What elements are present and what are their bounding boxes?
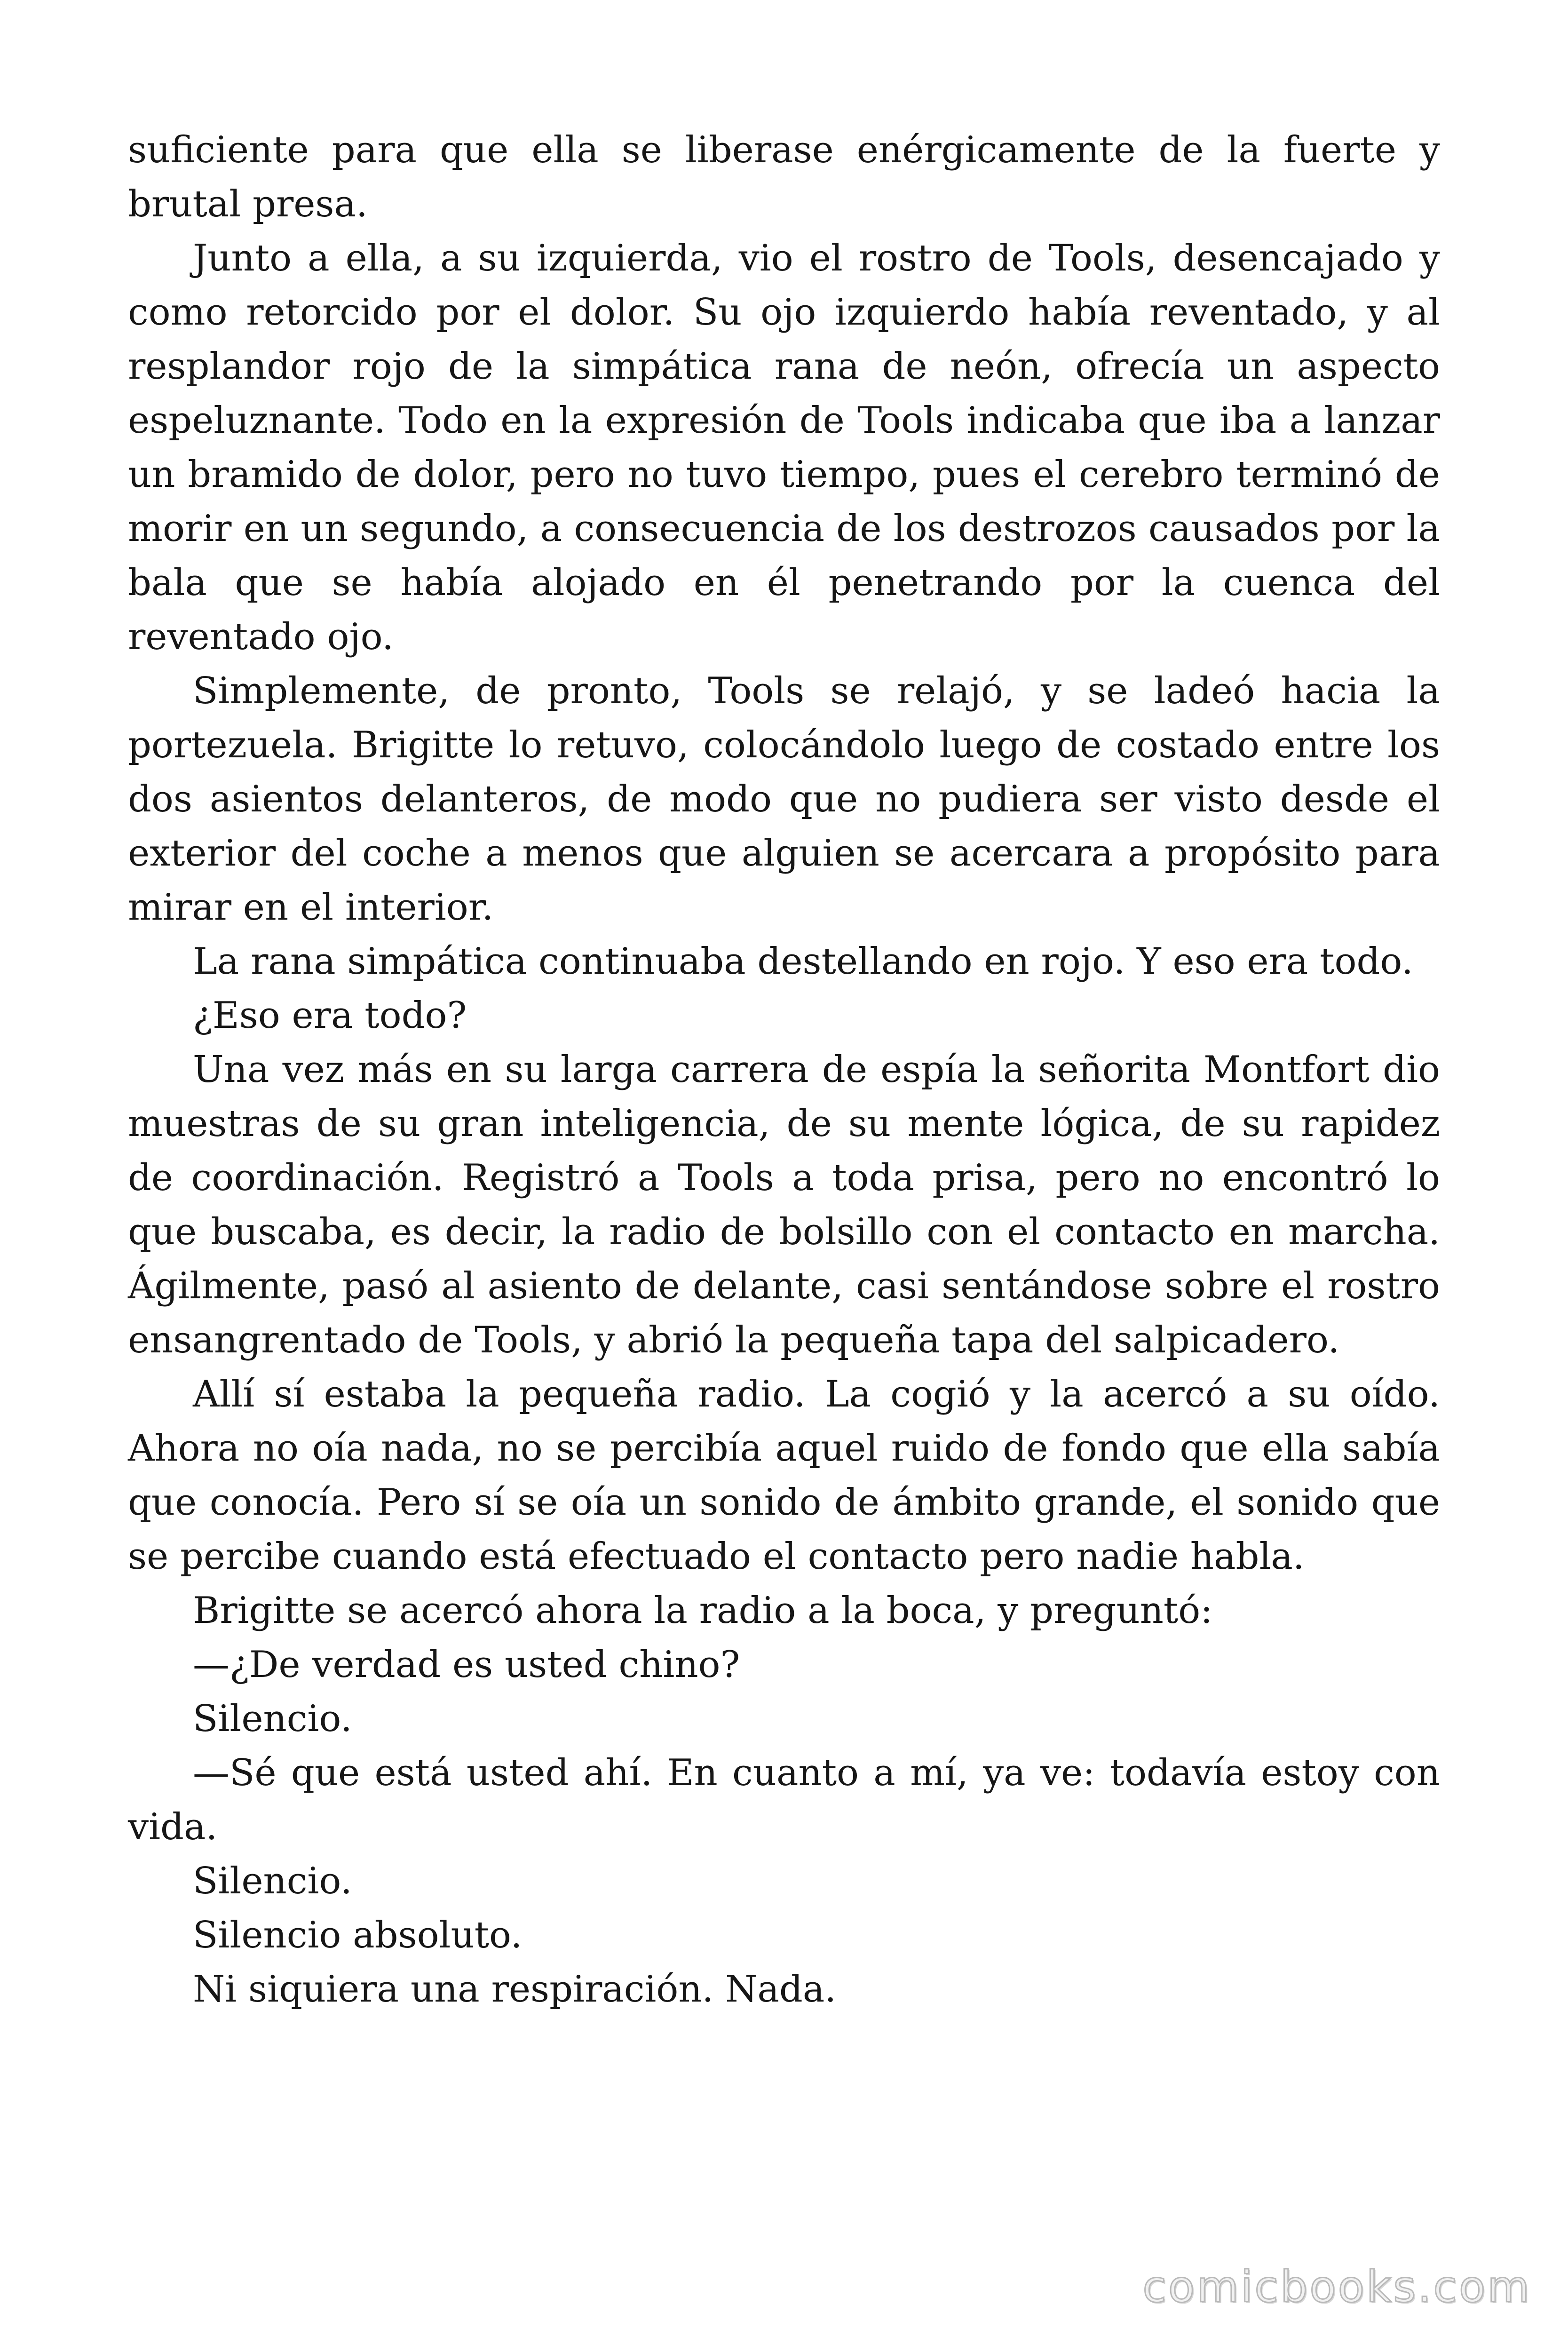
- paragraph-continued: suficiente para que ella se liberase enérgicamente de la fuerte y brutal presa.: [128, 129, 1440, 225]
- watermark: comicbooks.com: [1142, 2262, 1531, 2312]
- body-text: [128, 123, 1440, 2017]
- paragraph: Silencio.: [193, 1698, 352, 1740]
- paragraph: Ni siquiera una respiración. Nada.: [193, 1968, 837, 2010]
- paragraph: Allí sí estaba la pequeña radio. La cogió y la acercó a su oído. Ahora no oía nada, no se percibía aquel ruido de fondo que ella sabía que conocía. Pero sí se oía un sonido de ámbito grande, el sonido que se percibe cuando está efectuado el contacto pero nadie habla.: [128, 1373, 1440, 1578]
- paragraph: Brigitte se acercó ahora la radio a la boca, y preguntó:: [193, 1589, 1213, 1632]
- paragraph: Junto a ella, a su izquierda, vio el rostro de Tools, desencajado y como retorcido por el dolor. Su ojo izquierdo había reventado, y al resplandor rojo de la simpática rana de neón, ofrecía un aspecto espeluznante. Todo en la expresión de Tools indicaba que iba a lanzar un bramido de dolor, pero no tuvo tiempo, pues el cerebro terminó de morir en un segundo, a consecuencia de los destrozos causados por la bala que se había alojado en él penetrando por la cuenca del reventado ojo.: [128, 237, 1440, 658]
- paragraph: Una vez más en su larga carrera de espía la señorita Montfort dio muestras de su gran inteligencia, de su mente lógica, de su rapidez de coordinación. Registró a Tools a toda prisa, pero no encontró lo que buscaba, es decir, la radio de bolsillo con el contacto en marcha. Ágilmente, pasó al asiento de delante, casi sentándose sobre el rostro ensangrentado de Tools, y abrió la pequeña tapa del salpicadero.: [128, 1049, 1440, 1361]
- dialogue-line: —Sé que está usted ahí. En cuanto a mí, ya ve: todavía estoy con vida.: [128, 1752, 1440, 1848]
- paragraph: Silencio.: [193, 1860, 352, 1902]
- paragraph: Silencio absoluto.: [193, 1914, 523, 1956]
- paragraph: Simplemente, de pronto, Tools se relajó, y se ladeó hacia la portezuela. Brigitte lo retuvo, colocándolo luego de costado entre los dos asientos delanteros, de modo que no pudiera ser visto desde el exterior del coche a menos que alguien se acercara a propósito para mirar en el interior.: [128, 670, 1440, 929]
- paragraph: ¿Eso era todo?: [193, 994, 467, 1037]
- paragraph: La rana simpática continuaba destellando en rojo. Y eso era todo.: [193, 940, 1413, 983]
- dialogue-line: —¿De verdad es usted chino?: [193, 1644, 740, 1686]
